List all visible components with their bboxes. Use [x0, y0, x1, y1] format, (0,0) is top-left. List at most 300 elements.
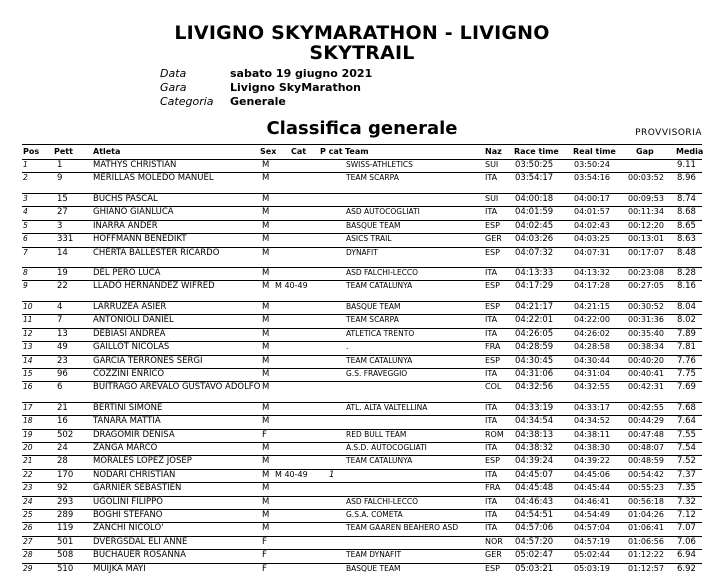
- cell-real: 04:03:25: [574, 234, 610, 244]
- cell-race: 04:34:54: [515, 416, 554, 427]
- col-pett: Pett: [54, 147, 73, 156]
- cell-atleta: MATHYS CHRISTIAN: [93, 160, 177, 170]
- cell-atleta: CHERTA BALLESTER RICARDO: [93, 247, 220, 258]
- cell-media: 8.04: [677, 301, 696, 312]
- cell-race: 04:57:20: [515, 536, 554, 547]
- col-race-time: Race time: [514, 147, 559, 156]
- cell-naz: ESP: [485, 281, 500, 291]
- cell-atleta: MERILLAS MOLEDO MANUEL: [93, 173, 214, 184]
- cell-naz: GER: [485, 234, 502, 244]
- cell-atleta: GARNIER SEBASTIEN: [93, 483, 182, 494]
- cell-atleta: ANTONIOLI DANIEL: [93, 315, 174, 326]
- cell-real: 05:03:19: [574, 563, 610, 573]
- cell-real: 04:13:32: [574, 268, 610, 277]
- cell-pett: 501: [57, 536, 74, 547]
- cell-gap: 00:11:34: [628, 207, 664, 217]
- cell-real: 04:38:30: [574, 443, 610, 452]
- table-row: [0, 233, 724, 246]
- table-row: [0, 355, 724, 368]
- cell-team: ATL. ALTA VALTELLINA: [346, 402, 428, 412]
- cell-real: 05:02:44: [574, 550, 610, 560]
- cell-media: 7.06: [677, 536, 696, 547]
- table-row: [0, 341, 724, 354]
- cell-sex: M: [262, 160, 270, 170]
- cell-gap: 01:06:41: [628, 523, 664, 533]
- cell-race: 03:50:25: [515, 160, 554, 170]
- meta-date-value: sabato 19 giugno 2021: [230, 67, 373, 80]
- col-team: Team: [345, 147, 369, 156]
- cell-sex: M: [262, 483, 270, 494]
- cell-pett: 1: [57, 160, 63, 170]
- cell-race: 04:38:13: [515, 429, 554, 440]
- cell-team: G.S. FRAVEGGIO: [346, 368, 408, 378]
- cell-naz: COL: [485, 382, 502, 392]
- cell-gap: 00:40:20: [628, 355, 664, 365]
- cell-team: ASICS TRAIL: [346, 234, 392, 244]
- cell-media: 8.68: [677, 207, 696, 218]
- cell-pett: 4: [57, 301, 63, 312]
- cell-gap: 00:09:53: [628, 193, 664, 203]
- cell-atleta: UGOLINI FILIPPO: [93, 496, 163, 507]
- cell-team: ASD FALCHI-LECCO: [346, 496, 419, 506]
- cell-media: 6.92: [677, 563, 696, 574]
- cell-media: 7.12: [677, 510, 696, 520]
- table-row: [0, 172, 724, 193]
- cell-media: 8.96: [677, 173, 696, 184]
- table-header: [0, 146, 724, 158]
- cell-pett: 21: [57, 402, 68, 413]
- table-row: [0, 280, 724, 301]
- cell-naz: SUI: [485, 193, 499, 203]
- col-gap: Gap: [636, 147, 654, 156]
- cell-real: 04:34:52: [574, 416, 610, 426]
- cell-media: 8.63: [677, 234, 696, 245]
- cell-race: 05:02:47: [515, 550, 554, 561]
- cell-naz: ITA: [485, 173, 498, 183]
- cell-pos: 23: [23, 483, 33, 493]
- cell-pett: 3: [57, 220, 63, 231]
- cell-gap: 01:04:26: [628, 510, 664, 519]
- cell-gap: 00:48:59: [628, 456, 664, 466]
- cell-race: 04:17:29: [515, 281, 554, 292]
- cell-pett: 6: [57, 382, 63, 393]
- cell-atleta: TANARA MATTIA: [93, 416, 161, 427]
- cell-pos: 17: [23, 402, 33, 412]
- cell-pett: 510: [57, 563, 74, 574]
- cell-team: BASQUE TEAM: [346, 220, 401, 230]
- cell-sex: M: [262, 368, 270, 379]
- cell-sex: M: [262, 234, 270, 245]
- cell-pos: 13: [23, 342, 33, 352]
- cell-sex: F: [262, 536, 267, 547]
- cell-real: 04:45:44: [574, 483, 610, 493]
- cell-race: 04:03:26: [515, 234, 554, 245]
- cell-atleta: HOFFMANN BENEDIKT: [93, 234, 187, 245]
- cell-team: TEAM DYNAFIT: [346, 550, 402, 560]
- cell-team: TEAM CATALUNYA: [346, 456, 413, 466]
- cell-pos: 12: [23, 328, 33, 338]
- cell-atleta: GARCIA TERRONES SERGI: [93, 355, 203, 366]
- cell-naz: ITA: [485, 328, 498, 338]
- cell-gap: 00:17:07: [628, 247, 664, 257]
- cell-race: 04:01:59: [515, 207, 554, 218]
- table-row: [0, 455, 724, 468]
- cell-pos: 4: [23, 207, 28, 217]
- cell-real: 04:57:19: [574, 536, 610, 546]
- cell-race: 04:07:32: [515, 247, 554, 258]
- meta-date-label: Data: [160, 67, 187, 80]
- cell-naz: NOR: [485, 536, 503, 546]
- cell-cat: M 40-49: [275, 469, 308, 479]
- cell-gap: 00:31:36: [628, 315, 664, 325]
- cell-sex: M: [262, 328, 270, 339]
- cell-naz: ITA: [485, 416, 498, 426]
- cell-real: 04:54:49: [574, 510, 610, 519]
- cell-pos: 22: [23, 469, 33, 479]
- cell-media: 8.16: [677, 281, 696, 292]
- cell-real: 04:21:15: [574, 301, 610, 311]
- cell-team: TEAM CATALUNYA: [346, 281, 413, 291]
- table-row: [0, 402, 724, 415]
- cell-real: 04:02:43: [574, 220, 610, 230]
- cell-race: 04:38:32: [515, 443, 554, 453]
- cell-naz: ITA: [485, 496, 498, 506]
- cell-media: 7.81: [677, 342, 696, 353]
- cell-team: RED BULL TEAM: [346, 429, 407, 439]
- cell-pos: 11: [23, 315, 33, 325]
- cell-media: 8.48: [677, 247, 696, 258]
- cell-team: .: [346, 342, 349, 352]
- cell-gap: 00:55:23: [628, 483, 664, 493]
- cell-gap: 01:12:22: [628, 550, 664, 560]
- cell-sex: M: [262, 523, 270, 534]
- cell-media: 8.74: [677, 193, 696, 204]
- cell-race: 04:30:45: [515, 355, 554, 366]
- cell-naz: ITA: [485, 402, 498, 412]
- cell-pett: 170: [57, 469, 74, 480]
- cell-naz: ESP: [485, 220, 500, 230]
- cell-pett: 24: [57, 443, 68, 453]
- cell-sex: M: [262, 402, 270, 413]
- cell-sex: M: [262, 220, 270, 231]
- cell-sex: F: [262, 550, 267, 561]
- cell-pos: 26: [23, 523, 33, 533]
- cell-real: 04:01:57: [574, 207, 610, 217]
- cell-race: 04:21:17: [515, 301, 554, 312]
- cell-atleta: ZANCHI NICOLO': [93, 523, 164, 534]
- cell-media: 8.02: [677, 315, 696, 326]
- cell-atleta: LLADÓ HERNÁNDEZ WIFRED: [93, 281, 215, 292]
- cell-media: 7.64: [677, 416, 696, 427]
- cell-atleta: MORALES LOPEZ JOSEP: [93, 456, 192, 467]
- cell-gap: 00:47:48: [628, 429, 664, 439]
- race-title-line1: LIVIGNO SKYMARATHON - LIVIGNO: [174, 22, 550, 44]
- cell-pett: 119: [57, 523, 74, 534]
- table-row: [0, 522, 724, 535]
- cell-pos: 28: [23, 550, 33, 560]
- cell-sex: M: [262, 315, 270, 326]
- cell-sex: M: [262, 281, 270, 292]
- table-top-rule: [22, 144, 702, 145]
- cell-sex: M: [262, 207, 270, 218]
- cell-real: 04:38:11: [574, 429, 610, 439]
- cell-naz: ROM: [485, 429, 504, 439]
- table-row: [0, 159, 724, 172]
- col-sex: Sex: [260, 147, 277, 156]
- cell-atleta: COZZINI ENRICO: [93, 368, 165, 379]
- cell-atleta: GHIANO GIANLUCA: [93, 207, 174, 218]
- col-media: Media: [676, 147, 704, 156]
- cell-atleta: BUCHS PASCAL: [93, 193, 158, 204]
- cell-media: 7.37: [677, 469, 696, 480]
- cell-team: BASQUE TEAM: [346, 301, 401, 311]
- cell-real: 04:00:17: [574, 193, 610, 203]
- cell-naz: FRA: [485, 342, 501, 352]
- cell-pett: 23: [57, 355, 68, 366]
- cell-team: G.S.A. COMETA: [346, 510, 403, 519]
- cell-pett: 15: [57, 193, 68, 204]
- cell-media: 7.55: [677, 429, 696, 440]
- cell-race: 04:33:19: [515, 402, 554, 413]
- cell-gap: 00:38:34: [628, 342, 664, 352]
- cell-pett: 96: [57, 368, 68, 379]
- cell-atleta: MUIJKA MAYI: [93, 563, 146, 574]
- cell-pos: 10: [23, 301, 33, 311]
- cell-media: 7.76: [677, 355, 696, 366]
- table-row: [0, 267, 724, 280]
- col-pcat: P cat: [320, 147, 343, 156]
- cell-atleta: ZANGA MARCO: [93, 443, 158, 453]
- cell-race: 04:00:18: [515, 193, 554, 204]
- table-row: [0, 314, 724, 327]
- cell-race: 04:32:56: [515, 382, 554, 393]
- cell-media: 9.11: [677, 160, 696, 170]
- cell-cat: M 40-49: [275, 281, 308, 291]
- cell-pos: 2: [23, 173, 28, 183]
- cell-pett: 293: [57, 496, 74, 507]
- cell-gap: 00:54:42: [628, 469, 664, 479]
- meta-category-value: Generale: [230, 95, 286, 108]
- cell-media: 7.75: [677, 368, 696, 379]
- cell-race: 03:54:17: [515, 173, 554, 184]
- cell-real: 04:30:44: [574, 355, 610, 365]
- cell-naz: GER: [485, 550, 502, 560]
- cell-naz: ITA: [485, 469, 498, 479]
- cell-media: 7.68: [677, 402, 696, 413]
- table-row: [0, 429, 724, 442]
- cell-race: 04:02:45: [515, 220, 554, 231]
- cell-race: 04:31:06: [515, 368, 554, 379]
- cell-pett: 9: [57, 173, 63, 184]
- cell-sex: M: [262, 342, 270, 353]
- cell-team: ASD AUTOCOGLIATI: [346, 207, 420, 217]
- cell-pett: 7: [57, 315, 63, 326]
- table-row: [0, 509, 724, 522]
- cell-sex: M: [262, 173, 270, 184]
- cell-atleta: INARRA ANDER: [93, 220, 158, 231]
- cell-sex: F: [262, 563, 267, 574]
- cell-team: TEAM SCARPA: [346, 173, 399, 183]
- cell-pos: 6: [23, 234, 28, 244]
- cell-real: 04:26:02: [574, 328, 610, 338]
- cell-gap: 00:44:29: [628, 416, 664, 426]
- cell-atleta: BUITRAGO AREVALO GUSTAVO ADOLFO: [93, 382, 261, 393]
- cell-pos: 1: [23, 160, 28, 169]
- cell-atleta: DRAGOMIR DENISA: [93, 429, 175, 440]
- meta-race-label: Gara: [160, 81, 187, 94]
- cell-gap: 00:12:20: [628, 220, 664, 230]
- cell-gap: 01:06:56: [628, 536, 664, 546]
- table-row: [0, 328, 724, 341]
- cell-gap: 00:23:08: [628, 268, 664, 277]
- cell-sex: M: [262, 469, 270, 480]
- cell-pos: 14: [23, 355, 33, 365]
- cell-pett: 14: [57, 247, 68, 258]
- cell-naz: ITA: [485, 443, 498, 452]
- cell-pos: 24: [23, 496, 33, 506]
- cell-pos: 21: [23, 456, 33, 466]
- cell-pett: 92: [57, 483, 68, 494]
- cell-naz: ITA: [485, 315, 498, 325]
- cell-real: 04:32:55: [574, 382, 610, 392]
- cell-real: 04:46:41: [574, 496, 610, 506]
- cell-media: 7.89: [677, 328, 696, 339]
- cell-gap: 01:12:57: [628, 563, 664, 573]
- cell-atleta: BOGHI STEFANO: [93, 510, 163, 520]
- cell-media: 7.54: [677, 443, 696, 453]
- cell-media: 7.07: [677, 523, 696, 534]
- table-row: [0, 469, 724, 482]
- cell-pos: 7: [23, 247, 28, 257]
- cell-media: 7.32: [677, 496, 696, 507]
- cell-sex: M: [262, 443, 270, 453]
- status-label: PROVVISORIA: [635, 128, 702, 138]
- cell-pett: 16: [57, 416, 68, 427]
- cell-pett: 13: [57, 328, 68, 339]
- cell-real: 04:17:28: [574, 281, 610, 291]
- cell-pos: 16: [23, 382, 33, 392]
- cell-naz: FRA: [485, 483, 501, 493]
- cell-real: 04:39:22: [574, 456, 610, 466]
- cell-gap: 00:35:40: [628, 328, 664, 338]
- cell-pos: 18: [23, 416, 33, 426]
- cell-team: TEAM SCARPA: [346, 315, 399, 325]
- cell-sex: M: [262, 301, 270, 312]
- meta-race-value: Livigno SkyMarathon: [230, 81, 361, 94]
- cell-real: 04:45:06: [574, 469, 610, 479]
- cell-sex: M: [262, 268, 270, 278]
- table-row: [0, 549, 724, 562]
- col-naz: Naz: [485, 147, 502, 156]
- cell-pett: 289: [57, 510, 74, 520]
- cell-sex: M: [262, 496, 270, 507]
- cell-sex: M: [262, 355, 270, 366]
- col-cat: Cat: [291, 147, 307, 156]
- cell-atleta: DVERGSDAL ELI ANNE: [93, 536, 188, 547]
- cell-pos: 19: [23, 429, 33, 439]
- cell-sex: M: [262, 382, 270, 393]
- col-real-time: Real time: [573, 147, 616, 156]
- cell-gap: 00:13:01: [628, 234, 664, 244]
- cell-race: 04:26:05: [515, 328, 554, 339]
- cell-race: 04:46:43: [515, 496, 554, 507]
- table-row: [0, 247, 724, 268]
- cell-pos: 3: [23, 193, 28, 203]
- cell-naz: ITA: [485, 523, 498, 533]
- cell-real: 04:31:04: [574, 368, 610, 378]
- cell-team: SWISS-ATHLETICS: [346, 160, 413, 169]
- race-title-line2: SKYTRAIL: [309, 42, 415, 64]
- cell-media: 6.94: [677, 550, 696, 561]
- cell-race: 04:45:48: [515, 483, 554, 494]
- cell-pos: 9: [23, 281, 28, 291]
- cell-naz: ESP: [485, 456, 500, 466]
- table-row: [0, 206, 724, 219]
- cell-race: 04:54:51: [515, 510, 554, 520]
- cell-naz: SUI: [485, 160, 499, 169]
- cell-race: 05:03:21: [515, 563, 554, 574]
- cell-pett: 331: [57, 234, 74, 245]
- cell-naz: ITA: [485, 510, 498, 519]
- cell-team: DYNAFIT: [346, 247, 378, 257]
- cell-naz: ESP: [485, 563, 500, 573]
- table-row: [0, 482, 724, 495]
- cell-gap: 00:03:52: [628, 173, 664, 183]
- cell-pos: 20: [23, 443, 33, 452]
- cell-gap: 00:48:07: [628, 443, 664, 452]
- cell-pett: 22: [57, 281, 68, 292]
- cell-race: 04:57:06: [515, 523, 554, 534]
- cell-team: TEAM CATALUNYA: [346, 355, 413, 365]
- col-pos: Pos: [23, 147, 40, 156]
- cell-media: 7.52: [677, 456, 696, 467]
- cell-team: BASQUE TEAM: [346, 563, 401, 573]
- cell-atleta: LARRUZEA ASIER: [93, 301, 167, 312]
- table-row: [0, 301, 724, 314]
- table-row: [0, 563, 724, 576]
- col-atleta: Atleta: [93, 147, 121, 156]
- cell-race: 04:22:01: [515, 315, 554, 326]
- ranking-heading: Classifica generale: [266, 118, 458, 139]
- table-row: [0, 496, 724, 509]
- cell-pcat: 1: [329, 469, 335, 480]
- table-row: [0, 220, 724, 233]
- cell-media: 8.28: [677, 268, 696, 278]
- cell-real: 03:50:24: [574, 160, 610, 169]
- cell-naz: ITA: [485, 368, 498, 378]
- cell-pos: 29: [23, 563, 33, 573]
- cell-real: 04:07:31: [574, 247, 610, 257]
- cell-race: 04:45:07: [515, 469, 554, 480]
- cell-pett: 502: [57, 429, 74, 440]
- cell-team: TEAM GAAREN BEAHERO ASD: [346, 523, 459, 533]
- cell-naz: ESP: [485, 355, 500, 365]
- cell-naz: ESP: [485, 301, 500, 311]
- cell-team: A.S.D. AUTOCOGLIATI: [346, 443, 427, 452]
- table-row: [0, 536, 724, 549]
- cell-atleta: DEL PERO LUCA: [93, 268, 161, 278]
- cell-gap: 00:40:41: [628, 368, 664, 378]
- cell-media: 7.69: [677, 382, 696, 393]
- cell-gap: 00:42:31: [628, 382, 664, 392]
- cell-team: ASD FALCHI-LECCO: [346, 268, 419, 277]
- cell-atleta: DEBIASI ANDREA: [93, 328, 166, 339]
- cell-gap: 00:30:52: [628, 301, 664, 311]
- cell-media: 7.35: [677, 483, 696, 494]
- cell-real: 04:57:04: [574, 523, 610, 533]
- cell-pos: 27: [23, 536, 33, 546]
- table-row: [0, 381, 724, 402]
